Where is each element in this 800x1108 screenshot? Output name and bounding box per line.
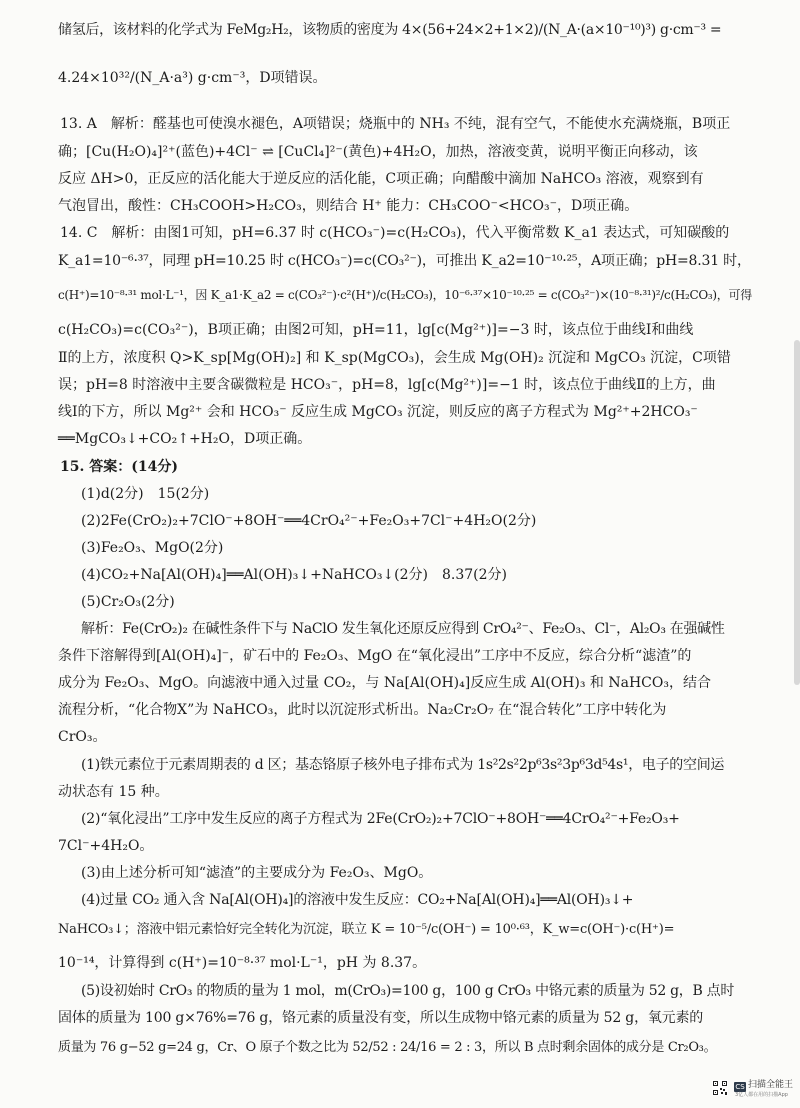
text-line: 条件下溶解得到[Al(OH)₄]⁻，矿石中的 Fe₂O₃、MgO 在“氧化浸出”工序中不反应，综合分析“滤渣”的 (58, 648, 692, 664)
text-line: ══MgCO₃↓+CO₂↑+H₂O，D项正确。 (58, 431, 312, 447)
text-line: 固体的质量为 100 g×76%=76 g，铬元素的质量没有变，所以生成物中铬元素的质量为 52 g，氧元素的 (58, 1010, 704, 1026)
answer-line: (5)Cr₂O₃(2分) (81, 594, 175, 610)
text-line: 确；[Cu(H₂O)₄]²⁺(蓝色)+4Cl⁻ ⇌ [CuCl₄]²⁻(黄色)+4H₂O，加热，溶液变黄，说明平衡正向移动，该 (58, 144, 698, 160)
camscanner-logo: CS (735, 1083, 745, 1091)
text-line: 质量为 76 g−52 g=24 g，Cr、O 原子个数之比为 52/52 : 24/16 = 2 : 3，所以 B 点时剩余固体的成分是 Cr₂O₃。 (58, 1040, 717, 1055)
text-line: 流程分析，“化合物X”为 NaHCO₃，此时以沉淀形式析出。Na₂Cr₂O₇ 在“混合转化”工序中转化为 (58, 702, 667, 718)
question-15-answer-heading: 15. 答案：(14分) (60, 459, 178, 475)
brand-name: 扫描全能王 (748, 1080, 794, 1090)
text-line: (5)设初始时 CrO₃ 的物质的量为 1 mol，m(CrO₃)=100 g，100 g CrO₃ 中铬元素的质量为 52 g，B 点时 (81, 983, 735, 999)
brand-tagline: 3亿人都在用的扫描App (735, 1092, 788, 1098)
text-line: 10⁻¹⁴，计算得到 c(H⁺)=10⁻⁸·³⁷ mol·L⁻¹，pH 为 8.37。 (58, 955, 427, 971)
text-line: (1)铁元素位于元素周期表的 d 区；基态铬原子核外电子排布式为 1s²2s²2p⁶3s²3p⁶3d⁵4s¹，电子的空间运 (81, 757, 725, 773)
text-line: K_a1=10⁻⁶·³⁷，同理 pH=10.25 时 c(HCO₃⁻)=c(CO₃²⁻)，可推出 K_a2=10⁻¹⁰·²⁵，A项正确；pH=8.31 时， (58, 253, 751, 269)
text-line: 成分为 Fe₂O₃、MgO。向滤液中通入过量 CO₂，与 Na[Al(OH)₄]反应生成 Al(OH)₃ 和 NaHCO₃，结合 (58, 675, 711, 691)
text-line: 反应 ΔH>0，正反应的活化能大于逆反应的活化能，C项正确；向醋酸中滴加 NaHCO₃ 溶液，观察到有 (58, 171, 704, 187)
question-13-line: 13. A 解析：醛基也可使溴水褪色，A项错误；烧瓶中的 NH₃ 不纯，混有空气，不能使水充满烧瓶，B项正 (60, 116, 731, 132)
answer-line: (1)d(2分) 15(2分) (81, 486, 210, 502)
text-line: (2)“氧化浸出”工序中发生反应的离子方程式为 2Fe(CrO₂)₂+7ClO⁻+8OH⁻══4CrO₄²⁻+Fe₂O₃+ (81, 811, 680, 827)
text-line: 4.24×10³²/(N_A·a³) g·cm⁻³，D项错误。 (58, 70, 327, 86)
text-line: (4)过量 CO₂ 通入含 Na[Al(OH)₄]的溶液中发生反应：CO₂+Na[Al(OH)₄]══Al(OH)₃↓+ (81, 892, 634, 908)
answer-line: (2)2Fe(CrO₂)₂+7ClO⁻+8OH⁻══4CrO₄²⁻+Fe₂O₃+7Cl⁻+4H₂O(2分) (81, 513, 537, 529)
question-14-line: 14. C 解析：由图1可知，pH=6.37 时 c(HCO₃⁻)=c(H₂CO₃)，代入平衡常数 K_a1 表达式，可知碳酸的 (60, 225, 730, 241)
text-line: 误；pH=8 时溶液中主要含碳微粒是 HCO₃⁻，pH=8，lg[c(Mg²⁺)]=−1 时，该点位于曲线Ⅱ的上方，曲 (58, 377, 716, 393)
answer-line: (3)Fe₂O₃、MgO(2分) (81, 540, 224, 556)
text-line: NaHCO₃↓；溶液中铝元素恰好完全转化为沉淀，联立 K = 10⁻⁵/c(OH⁻) = 10⁰·⁶³，K_w=c(OH⁻)·c(H⁺)= (58, 922, 675, 937)
text-line: Ⅱ的上方，浓度积 Q>K_sp[Mg(OH)₂] 和 K_sp(MgCO₃)，会生成 Mg(OH)₂ 沉淀和 MgCO₃ 沉淀，C项错 (58, 350, 731, 366)
text-line: 气泡冒出，酸性：CH₃COOH>H₂CO₃，则结合 H⁺ 能力：CH₃COO⁻<HCO₃⁻，D项正确。 (58, 198, 639, 214)
answer-line: (4)CO₂+Na[Al(OH)₄]══Al(OH)₃↓+NaHCO₃↓(2分) 8.37(2分) (81, 567, 507, 583)
text-line: 储氢后，该材料的化学式为 FeMg₂H₂，该物质的密度为 4×(56+24×2+1×2)/(N_A·(a×10⁻¹⁰)³) g·cm⁻³ = (58, 22, 722, 38)
scrollbar[interactable] (794, 340, 800, 685)
text-line: 7Cl⁻+4H₂O。 (58, 838, 154, 854)
text-line: (3)由上述分析可知“滤渣”的主要成分为 Fe₂O₃、MgO。 (81, 865, 433, 881)
text-line: c(H⁺)=10⁻⁸·³¹ mol·L⁻¹，因 K_a1·K_a2 = c(CO₃²⁻)·c²(H⁺)/c(H₂CO₃)，10⁻⁶·³⁷×10⁻¹⁰·²⁵ = c(CO₃²⁻)×(10⁻⁸·³¹)²/c(H₂CO₃)，可得 (58, 288, 752, 302)
text-line: 线Ⅰ的下方，所以 Mg²⁺ 会和 HCO₃⁻ 反应生成 MgCO₃ 沉淀，则反应的离子方程式为 Mg²⁺+2HCO₃⁻ (58, 404, 698, 420)
text-line: 动状态有 15 种。 (58, 784, 169, 800)
text-line: CrO₃。 (58, 729, 107, 745)
qr-code-icon (712, 1080, 728, 1096)
analysis-line: 解析：Fe(CrO₂)₂ 在碱性条件下与 NaClO 发生氧化还原反应得到 CrO₄²⁻、Fe₂O₃、Cl⁻，Al₂O₃ 在强碱性 (81, 621, 725, 637)
scanner-watermark (712, 1080, 794, 1100)
text-line: c(H₂CO₃)=c(CO₃²⁻)，B项正确；由图2可知，pH=11，lg[c(Mg²⁺)]=−3 时，该点位于曲线Ⅰ和曲线 (58, 322, 694, 338)
